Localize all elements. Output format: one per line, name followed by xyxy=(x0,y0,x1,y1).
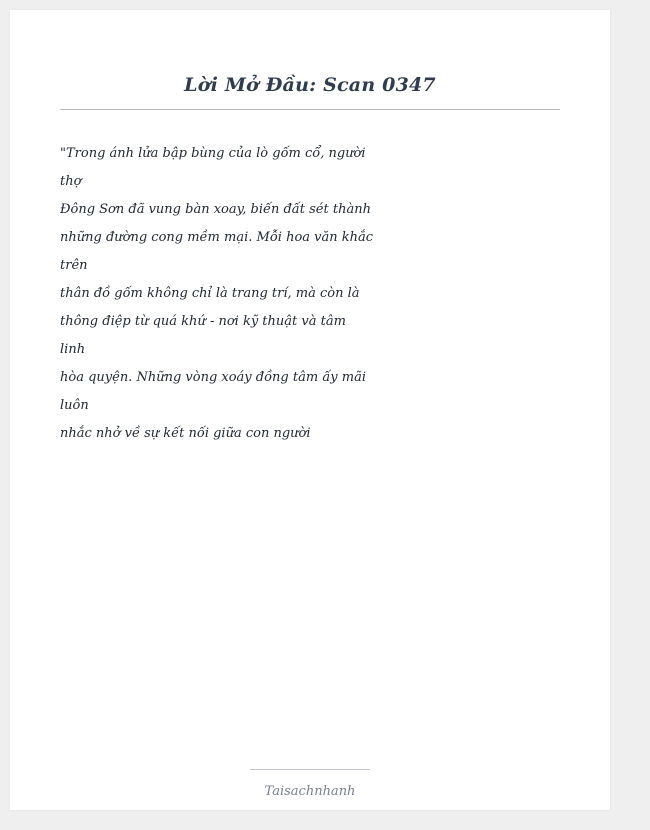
text-line: Đông Sơn đã vung bàn xoay, biến đất sét thành xyxy=(60,202,371,217)
text-line: trên xyxy=(60,258,88,273)
footer-divider xyxy=(250,769,370,770)
text-line: luôn xyxy=(60,398,89,413)
text-line: thân đồ gốm không chỉ là trang trí, mà còn là xyxy=(60,286,360,301)
text-line: thông điệp từ quá khứ - nơi kỹ thuật và tâm xyxy=(60,314,346,329)
title-divider xyxy=(60,109,560,110)
page-title: Lời Mở Đầu: Scan 0347 xyxy=(184,74,436,96)
text-line: những đường cong mềm mại. Mỗi hoa văn khắc xyxy=(60,230,374,245)
text-line: nhắc nhở về sự kết nối giữa con người xyxy=(60,426,311,441)
text-line: "Trong ánh lửa bập bùng của lò gốm cổ, người xyxy=(60,146,366,161)
text-line: thợ xyxy=(60,174,82,189)
body-text xyxy=(60,140,390,448)
text-line: hòa quyện. Những vòng xoáy đồng tâm ấy mãi xyxy=(60,370,366,385)
text-line: linh xyxy=(60,342,86,357)
document-page xyxy=(10,10,610,810)
footer-brand: Taisachnhanh xyxy=(264,784,356,799)
